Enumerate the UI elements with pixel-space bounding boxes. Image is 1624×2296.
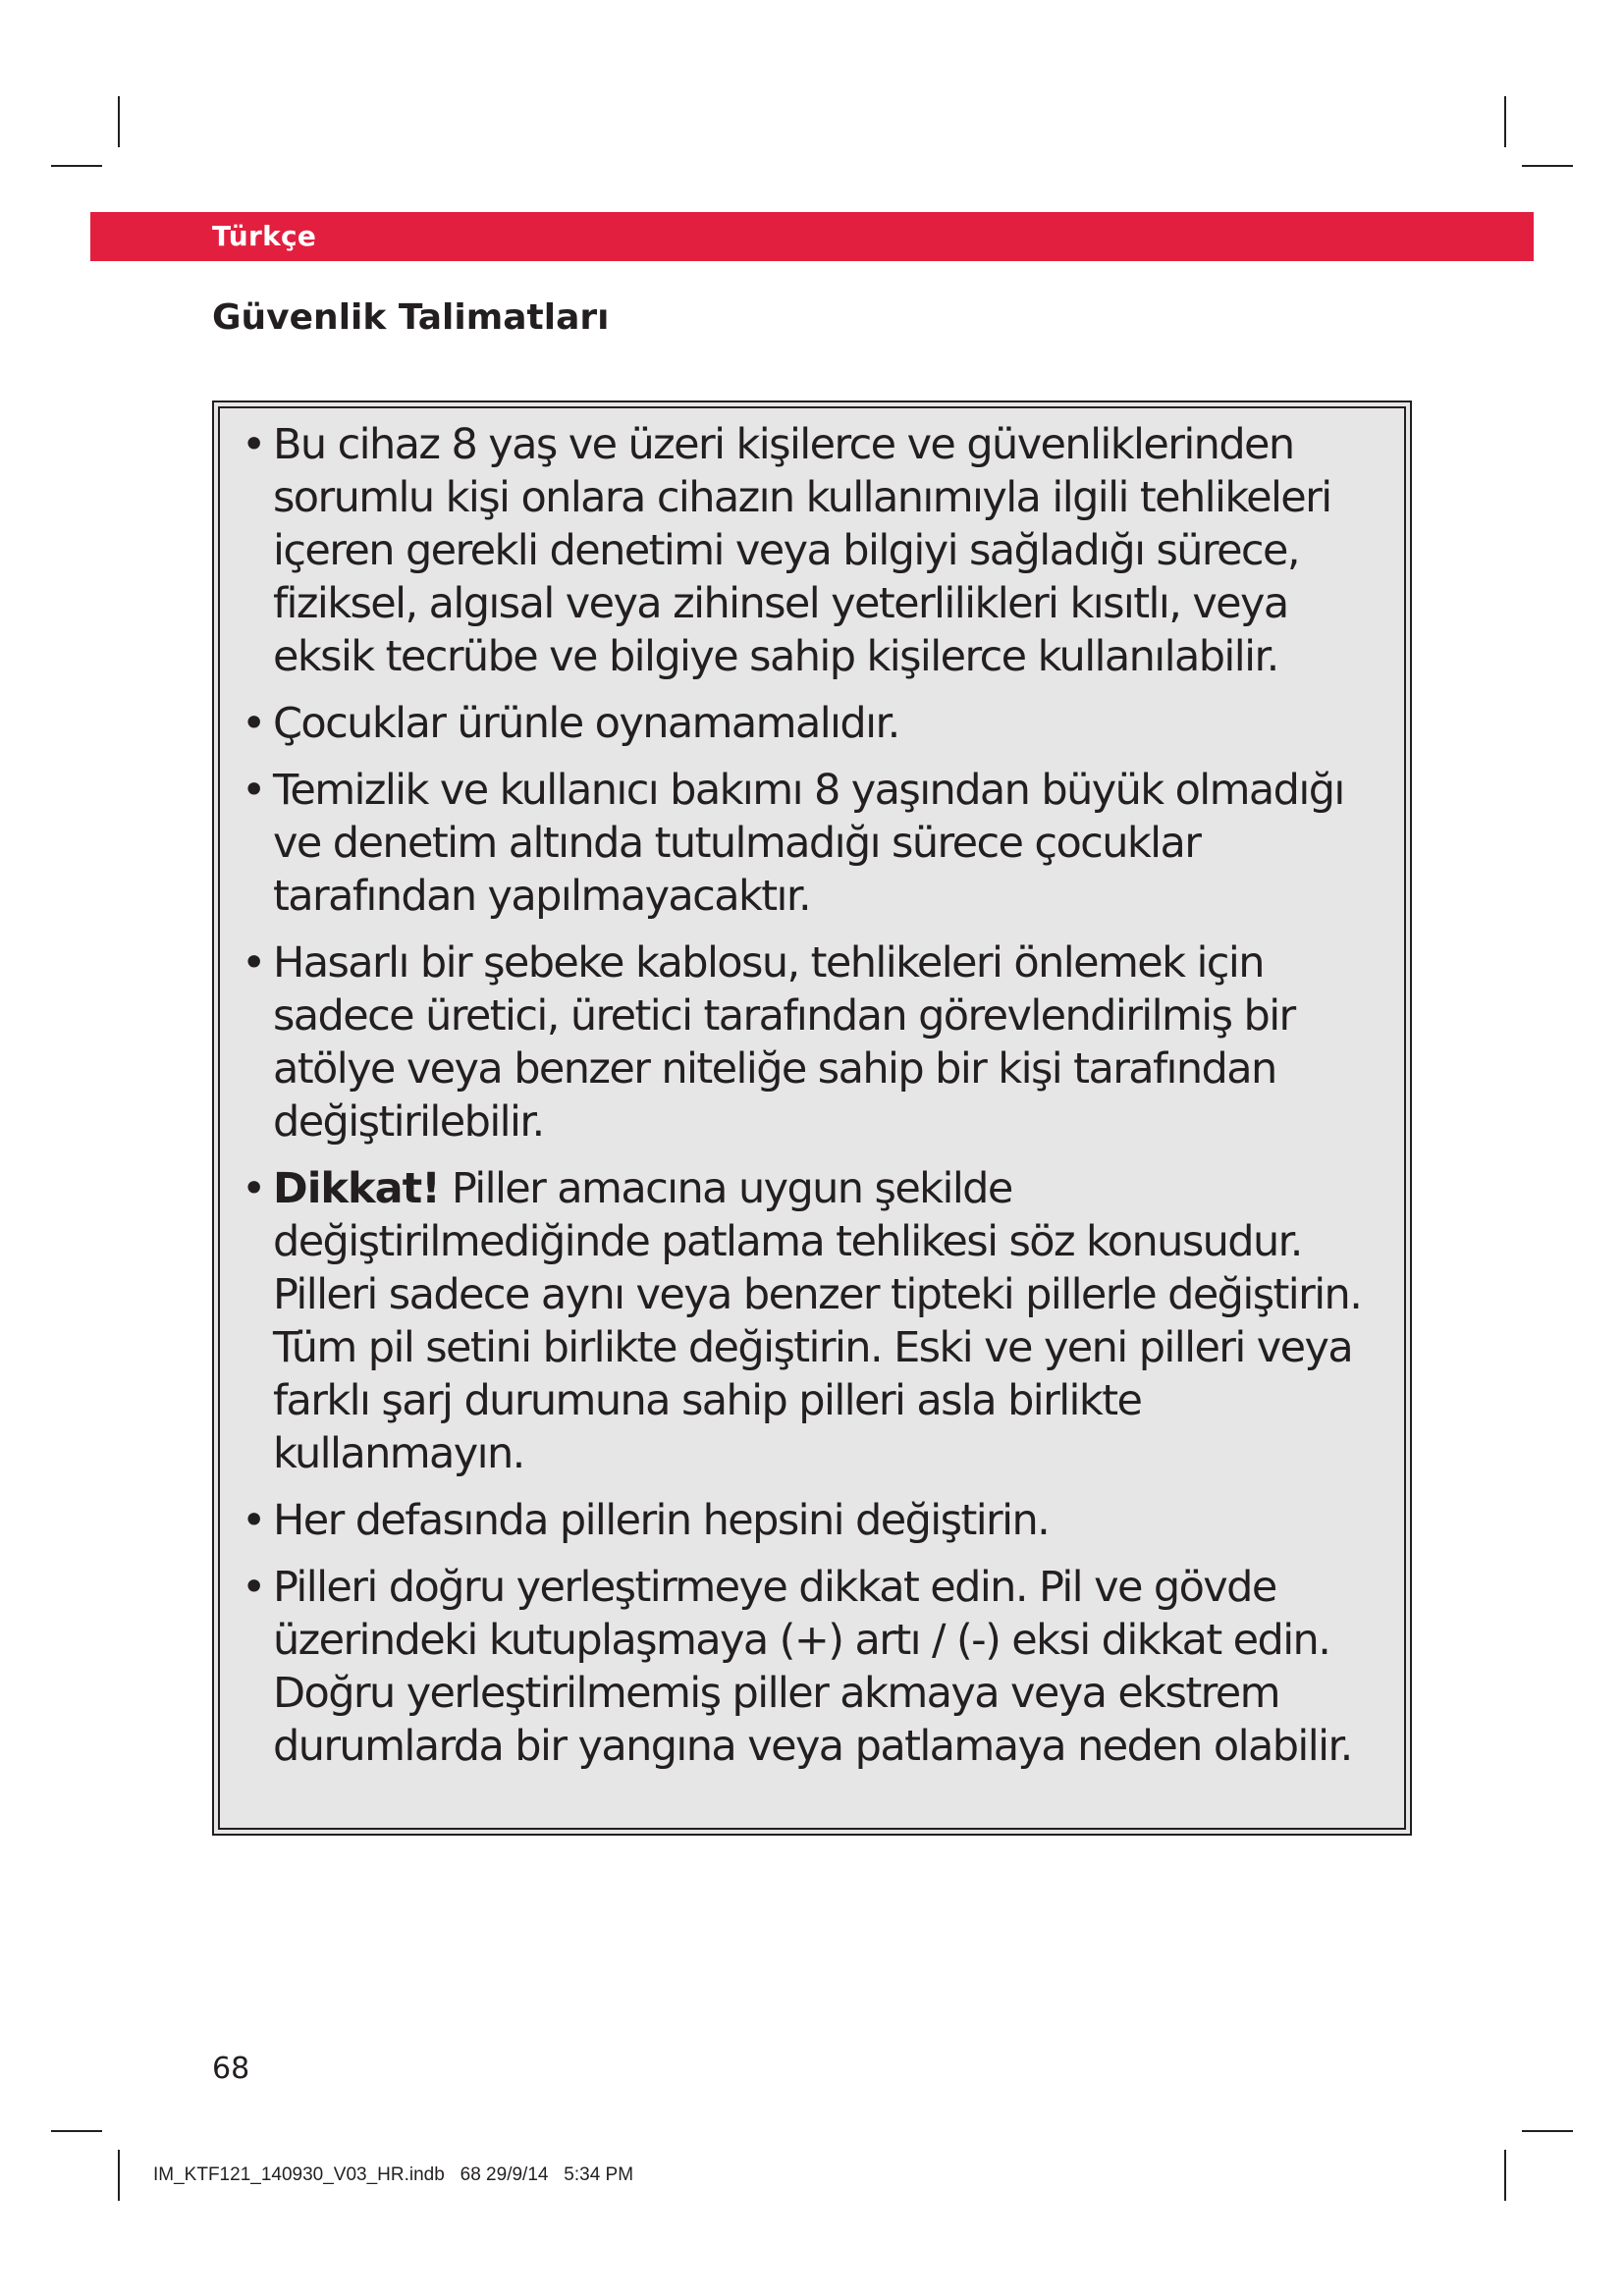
crop-mark-top-left-vertical — [118, 96, 120, 147]
crop-mark-bottom-right-vertical — [1504, 2150, 1506, 2201]
crop-mark-top-right-vertical — [1504, 96, 1506, 147]
bullet-icon: • — [242, 938, 265, 988]
bullet-icon: • — [242, 1496, 265, 1545]
safety-item — [242, 1494, 1398, 1547]
safety-item-text: Bu cihaz 8 yaş ve üzeri kişilerce ve güvenliklerinden sorumlu kişi onlara cihazın kullanımıyla ilgili tehlikeleri içeren gerekli denetimi veya bilgiyi sağladığı sürece, fiziksel, algısal veya zihinsel yeterlilikleri kısıtlı, veya eksik tecrübe ve bilgiye sahip kişilerce kullanılabilir. — [273, 420, 1331, 681]
bullet-icon: • — [242, 766, 265, 815]
bullet-icon: • — [242, 1563, 265, 1612]
crop-mark-bottom-right-horizontal — [1522, 2130, 1573, 2132]
safety-item-prefix: Dikkat! — [273, 1164, 440, 1213]
safety-item — [242, 697, 1398, 750]
crop-mark-bottom-left-horizontal — [51, 2130, 102, 2132]
safety-item-text: Pilleri doğru yerleştirmeye dikkat edin. Pil ve gövde üzerindeki kutuplaşmaya (+) artı / (-) eksi dikkat edin. Doğru yerleştirilmemiş piller akmaya veya ekstrem durumlarda bir yangına veya patlamaya neden olabilir. — [273, 1563, 1352, 1771]
safety-item-text: Çocuklar ürünle oynamamalıdır. — [273, 699, 899, 748]
section-title: Güvenlik Talimatları — [212, 297, 610, 338]
safety-item — [242, 1561, 1398, 1773]
safety-item — [242, 764, 1398, 923]
safety-instructions-box — [212, 400, 1412, 1836]
safety-item-text: Hasarlı bir şebeke kablosu, tehlikeleri önlemek için sadece üretici, üretici tarafından görevlendirilmiş bir atölye veya benzer niteliğe sahip bir kişi tarafından değiştirilebilir. — [273, 938, 1295, 1147]
crop-mark-top-left-horizontal — [51, 165, 102, 167]
bullet-icon: • — [242, 420, 265, 469]
crop-mark-top-right-horizontal — [1522, 165, 1573, 167]
safety-item — [242, 1162, 1398, 1480]
page-number: 68 — [212, 2052, 250, 2086]
safety-item-text: Her defasında pillerin hepsini değiştirin. — [273, 1496, 1050, 1545]
safety-list — [242, 418, 1398, 1787]
print-file-info: IM_KTF121_140930_V03_HR.indb 68 29/9/14 5:34 PM — [153, 2164, 634, 2185]
safety-item — [242, 936, 1398, 1148]
bullet-icon: • — [242, 699, 265, 748]
safety-item — [242, 418, 1398, 683]
safety-item-text: Temizlik ve kullanıcı bakımı 8 yaşından büyük olmadığı ve denetim altında tutulmadığı sürece çocuklar tarafından yapılmayacaktır. — [273, 766, 1344, 921]
safety-box-inner-frame — [218, 406, 1406, 1830]
language-header-bar — [90, 212, 1534, 261]
language-label: Türkçe — [212, 220, 317, 252]
crop-mark-bottom-left-vertical — [118, 2150, 120, 2201]
safety-item-text: Piller amacına uygun şekilde değiştirilmediğinde patlama tehlikesi söz konusudur. Pilleri sadece aynı veya benzer tipteki pillerle değiştirin. Tüm pil setini birlikte değiştirin. Eski ve yeni pilleri veya farklı şarj durumuna sahip pilleri asla birlikte kullanmayın. — [273, 1164, 1362, 1478]
bullet-icon: • — [242, 1164, 265, 1213]
